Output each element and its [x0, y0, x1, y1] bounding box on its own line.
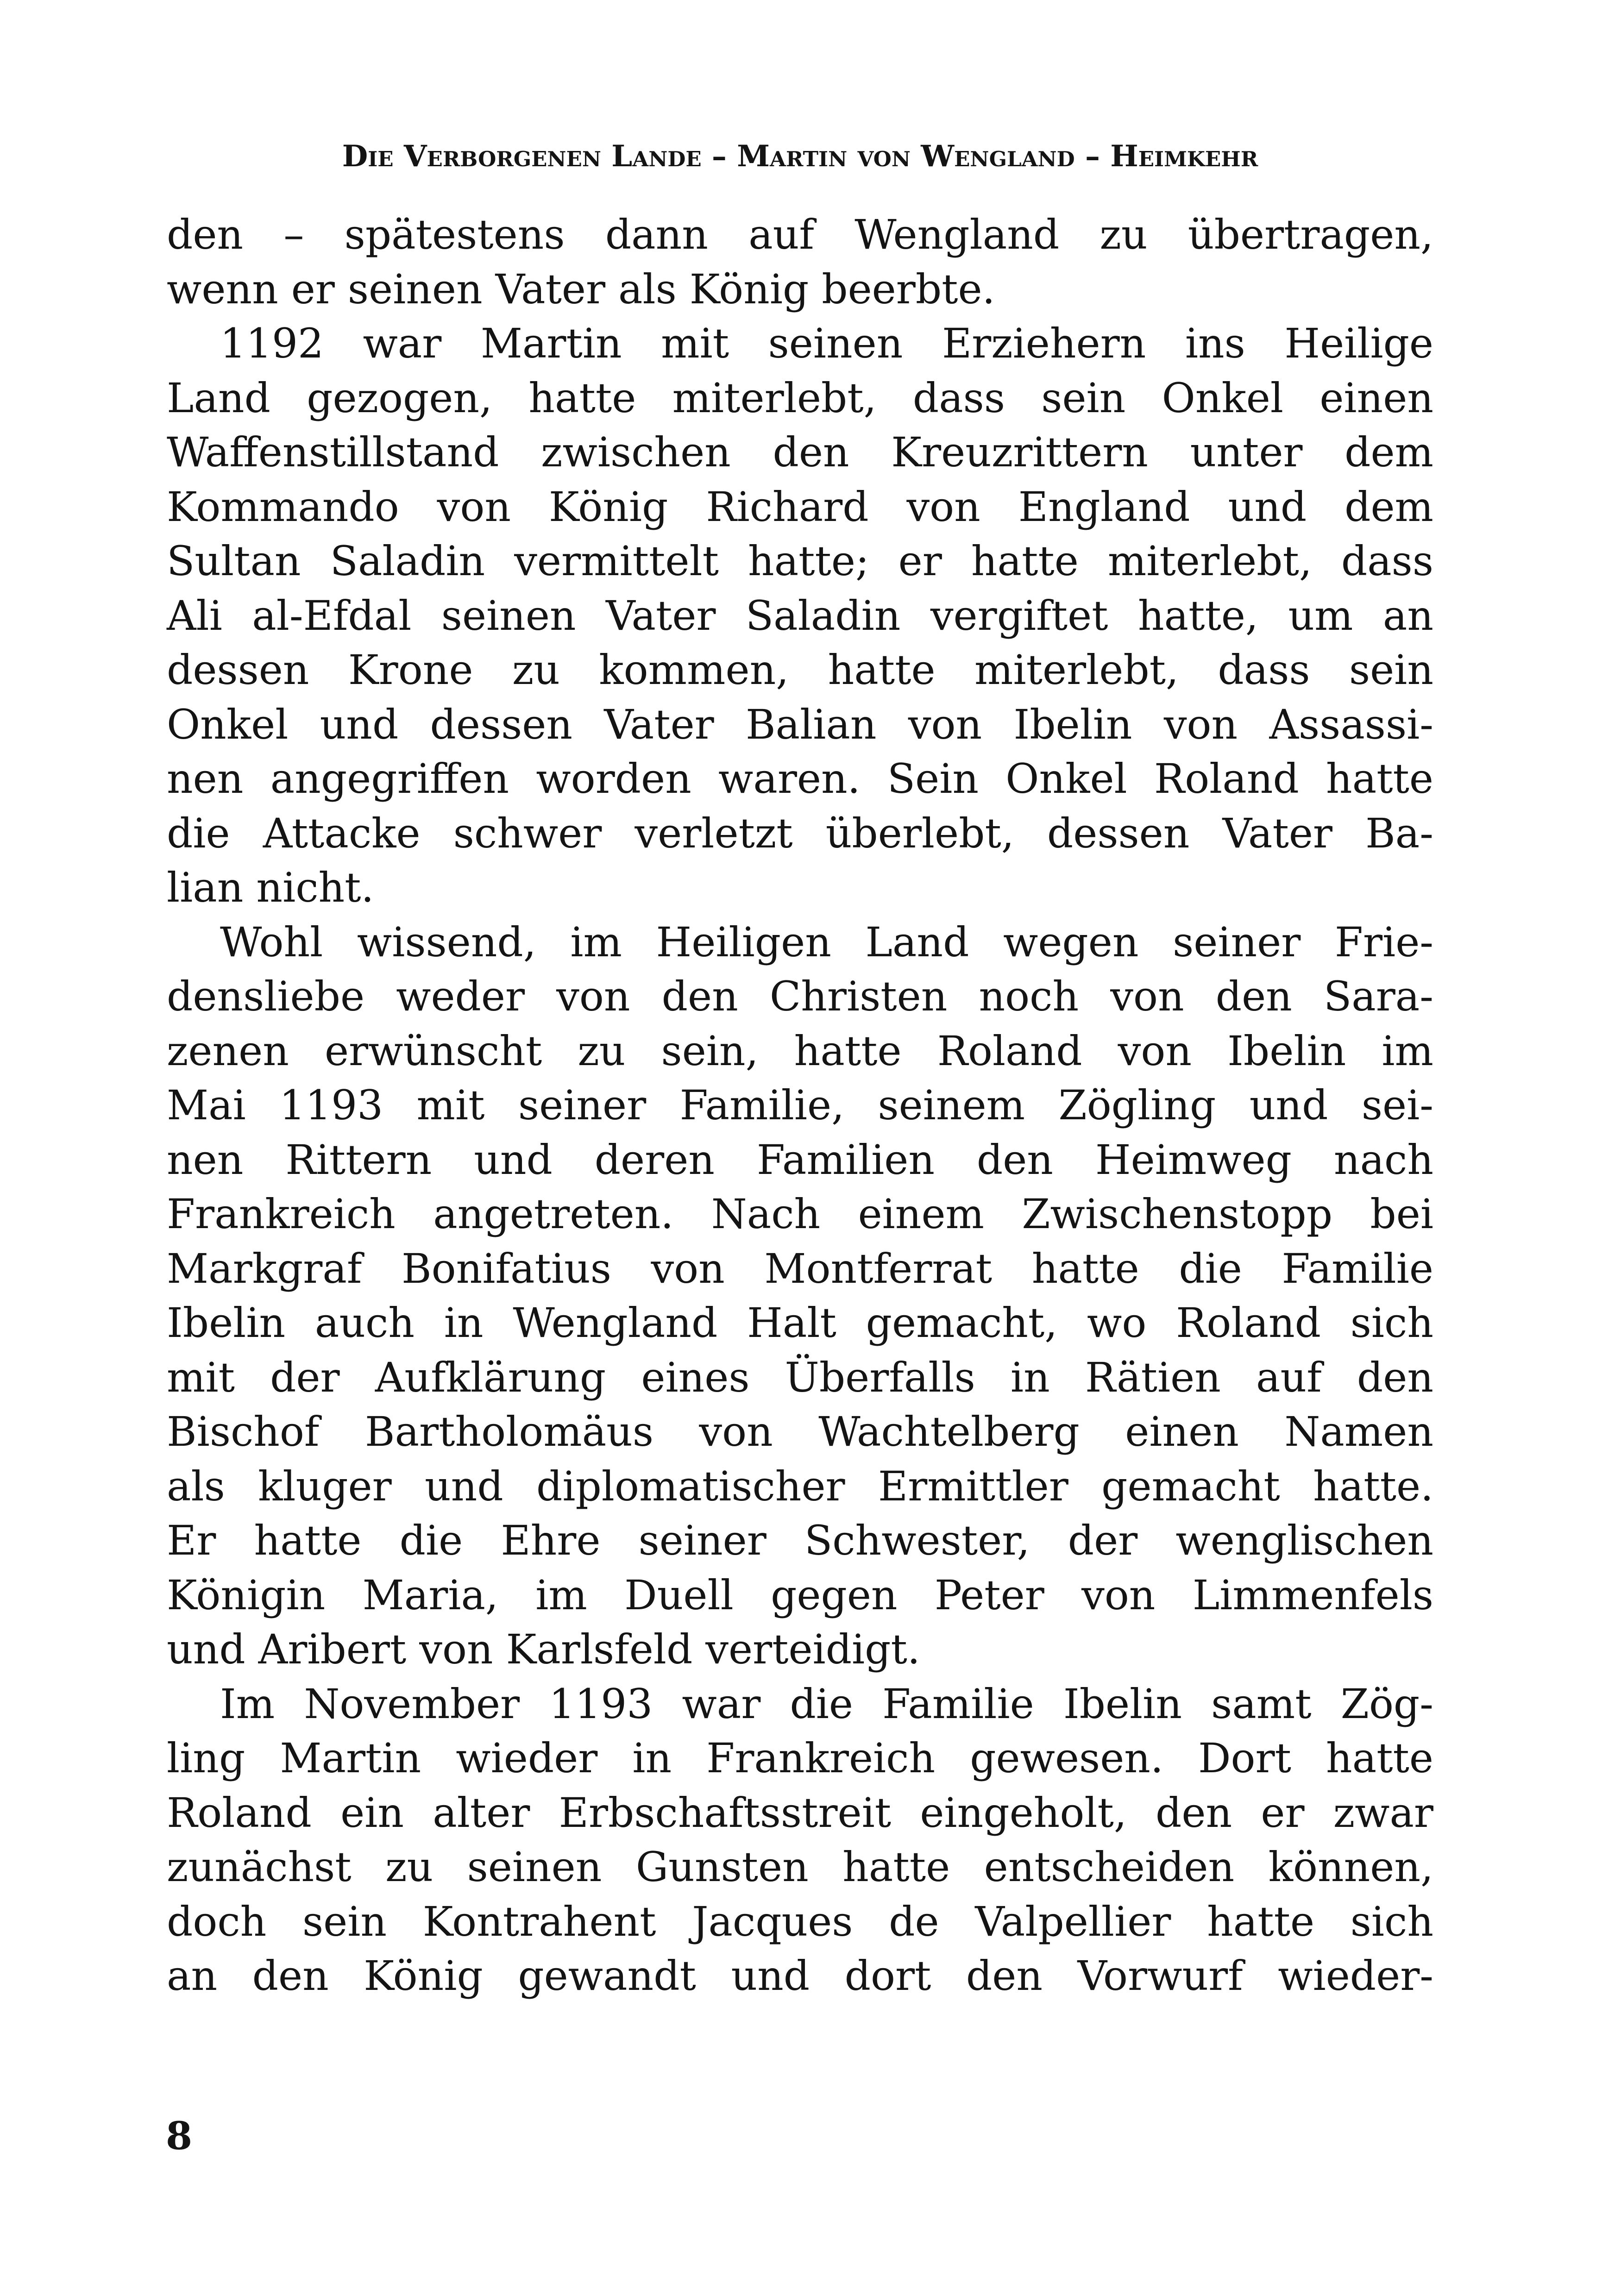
text-line: zunächst zu seinen Gunsten hatte entscheiden können, [167, 1843, 1433, 1891]
text-line: den – spätestens dann auf Wengland zu übertragen, [167, 211, 1433, 258]
text-line: mit der Aufklärung eines Überfalls in Rätien auf den [167, 1353, 1433, 1401]
paragraph [167, 316, 1433, 915]
text-line: Kommando von König Richard von England und dem [167, 483, 1433, 531]
text-line: doch sein Kontrahent Jacques de Valpellier hatte sich [167, 1897, 1433, 1945]
running-head: Die Verborgenen Lande – Martin von Wengland – Heimkehr [342, 139, 1258, 174]
text-line: 1192 war Martin mit seinen Erziehern ins Heilige [220, 320, 1433, 367]
text-line: Markgraf Bonifatius von Montferrat hatte die Familie [167, 1244, 1433, 1292]
page-number: 8 [166, 2114, 193, 2158]
text-line: Bischof Bartholomäus von Wachtelberg einen Namen [167, 1408, 1433, 1455]
text-line: Königin Maria, im Duell gegen Peter von Limmenfels [167, 1571, 1433, 1619]
text-line: als kluger und diplomatischer Ermittler gemacht hatte. [167, 1462, 1433, 1510]
text-line: Im November 1193 war die Familie Ibelin samt Zög- [220, 1680, 1433, 1728]
text-line: Ibelin auch in Wengland Halt gemacht, wo Roland sich [167, 1299, 1433, 1347]
body-text [167, 207, 1433, 2003]
text-line: Waffenstillstand zwischen den Kreuzrittern unter dem [167, 428, 1433, 476]
text-line: Er hatte die Ehre seiner Schwester, der wenglischen [167, 1517, 1433, 1564]
text-line: Mai 1193 mit seiner Familie, seinem Zögling und sei- [167, 1081, 1433, 1129]
text-line: die Attacke schwer verletzt überlebt, dessen Vater Ba- [167, 809, 1433, 857]
paragraph [167, 915, 1433, 1677]
paragraph [167, 207, 1433, 316]
text-line: dessen Krone zu kommen, hatte miterlebt, dass sein [167, 646, 1433, 694]
text-line: Wohl wissend, im Heiligen Land wegen seiner Frie- [220, 918, 1433, 966]
text-line: lian nicht. [167, 864, 374, 911]
text-line: wenn er seinen Vater als König beerbte. [167, 265, 995, 313]
text-line: an den König gewandt und dort den Vorwurf wieder- [167, 1952, 1433, 2000]
text-line: Sultan Saladin vermittelt hatte; er hatte miterlebt, dass [167, 537, 1433, 585]
text-line: densliebe weder von den Christen noch von den Sara- [167, 972, 1433, 1020]
text-line: Roland ein alter Erbschaftsstreit eingeholt, den er zwar [167, 1788, 1433, 1837]
paragraph [167, 1677, 1433, 2003]
text-line: nen angegriffen worden waren. Sein Onkel Roland hatte [167, 755, 1433, 803]
text-line: zenen erwünscht zu sein, hatte Roland von Ibelin im [167, 1027, 1433, 1075]
text-line: und Aribert von Karlsfeld verteidigt. [167, 1625, 920, 1673]
text-line: Land gezogen, hatte miterlebt, dass sein Onkel einen [167, 374, 1433, 422]
text-line: Frankreich angetreten. Nach einem Zwischenstopp bei [167, 1190, 1433, 1238]
text-line: Ali al-Efdal seinen Vater Saladin vergiftet hatte, um an [167, 591, 1433, 640]
text-line: nen Rittern und deren Familien den Heimweg nach [167, 1135, 1433, 1184]
text-line: Onkel und dessen Vater Balian von Ibelin von Assassi- [167, 700, 1433, 748]
text-line: ling Martin wieder in Frankreich gewesen. Dort hatte [167, 1734, 1433, 1782]
